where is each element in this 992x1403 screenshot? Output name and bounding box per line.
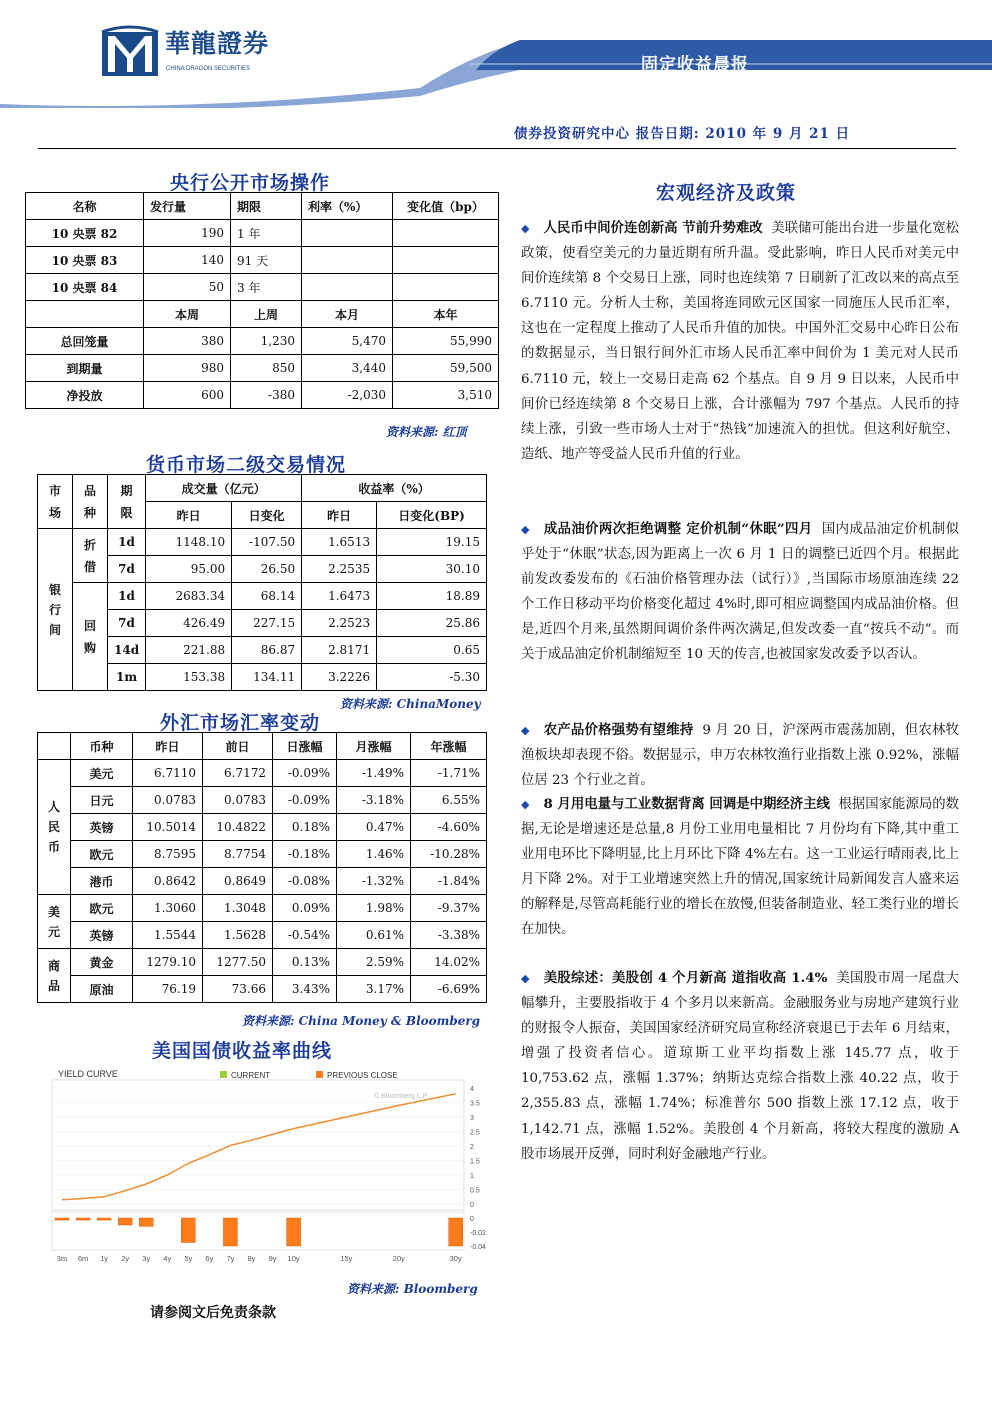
fx-title: 外汇市场汇率变动: [160, 712, 321, 734]
change-bar: [118, 1218, 132, 1225]
x-tick-label: 6y: [205, 1254, 214, 1263]
change-bar: [139, 1218, 153, 1226]
money-table: 市场 品种 期限 成交量（亿元） 收益率（%） 昨日 日变化 昨日 日变化(BP) 银行间 折借 1d 1148.10 -107.50 1.6513 19.15 7d 95.00 26.50 2.2535 30.10 回购 1d 2683.34 68.14 1.6473 18.89 7d 426.49 227.15 2.2523 25.86 14d 221.88 86.87 2.8171 0.65 1m 153.38 134.11 3.2226 -5.30: [37, 474, 487, 691]
report-header: 债券投资研究中心 报告日期: 2010 年 9 月 21 日: [514, 126, 851, 142]
macro-item-1: [521, 216, 959, 467]
item-body: 国内成品油定价机制似乎处于“休眠”状态,因为距离上一次 6 月 1 日的调整已近四个月。根据此前发改委发布的《石油价格管理办法（试行）》,当国际市场原油连续 22 个工作日移动平均价格变化超过 4%时,即可相应调整国内成品油价格。但是,近四个月来,虽然期间调价条件两次满足,但发改委一直“按兵不动”。而关于成品油定价机制缩短至 10 天的传言,也被国家发改委予以否认。: [521, 522, 959, 663]
omo-header: 名称: [26, 193, 144, 220]
x-tick-label: 1y: [100, 1254, 109, 1263]
table-row: 回购 1d 2683.34 68.14 1.6473 18.89: [38, 583, 487, 610]
table-row: 到期量 980 850 3,440 59,500: [26, 355, 499, 382]
macro-item-2: [521, 517, 959, 668]
chart-watermark: © Bloomberg L.P.: [374, 1093, 429, 1100]
omo-header: 期限: [231, 193, 302, 220]
y-tick-label: 0.5: [470, 1187, 480, 1195]
table-row: 英镑 1.5544 1.5628 -0.54% 0.61% -3.38%: [38, 922, 487, 949]
table-row: 净投放 600 -380 -2,030 3,510: [26, 382, 499, 409]
y-tick-label: 3.5: [470, 1100, 480, 1108]
omo-title: 央行公开市场操作: [170, 172, 331, 194]
x-tick-label: 7y: [226, 1254, 235, 1263]
chart-inner-title: YIELD CURVE: [58, 1069, 118, 1079]
x-tick-label: 9y: [268, 1254, 277, 1263]
macro-item-4: [521, 792, 959, 943]
item-body: 美国股市周一尾盘大幅攀升，主要股指收于 4 个多月以来新高。金融服务业与房地产建筑行业的财报令人振奋，美国国家经济研究局宣称经济衰退已于去年 6 月结束，增强了投资者信心。道琼斯工业平均指数上涨 145.77 点，收于 10,753.62 点，涨幅 1.37%；纳斯达克综合指数上涨 40.22 点，收于 2,355.83 点，涨幅 1.74%；标准普尔 500 指数上涨 17.12 点，收于 1,142.71 点，涨幅 1.52%。美股创 4 个月新高，将较大程度的激励 A 股市场展开反弹，同时利好金融地产行业。: [521, 971, 960, 1162]
omo-header: 变化值（bp）: [393, 193, 499, 220]
table-row: 原油 76.19 73.66 3.43% 3.17% -6.69%: [38, 976, 487, 1003]
omo-header: 发行量: [144, 193, 231, 220]
y-tick-label: 4: [470, 1086, 474, 1093]
item-body: 根据国家能源局的数据,无论是增速还是总量,8 月份工业用电量相比 7 月份均有下降,其中重工业用电环比下降明显,比上月环比下降 4%左右。这一工业运行晴雨表,比上月下降 2%。对于工业增速突然上升的情况,国家统计局新闻发言人盛来运的解释是,尽管高耗能行业的增长在放慢,但装备制造业、轻工类行业的增长在加快。: [521, 797, 960, 938]
x-tick-label: 6m: [77, 1254, 89, 1263]
x-tick-label: 5y: [184, 1254, 193, 1263]
macro-title: 宏观经济及政策: [656, 182, 797, 204]
table-row: 日元 0.0783 0.0783 -0.09% -3.18% 6.55%: [38, 787, 487, 814]
table-row: 10 央票 82 190 1 年: [26, 220, 499, 247]
y2-tick-label: -0.02: [470, 1230, 486, 1237]
table-row: 1m 153.38 134.11 3.2226 -5.30: [38, 664, 487, 691]
chart-title: 美国国债收益率曲线: [152, 1040, 333, 1062]
table-row: 7d 426.49 227.15 2.2523 25.86: [38, 610, 487, 637]
item-body: 美联储可能出台进一步量化宽松政策，使看空美元的力量近期有所升温。受此影响，昨日人民币对美元中间价连续第 8 个交易日上涨，同时也连续第 7 日刷新了汇改以来的高点至 6.7110 元。分析人士称，美国将连同欧元区国家一同施压人民币汇率，这也在一定程度上推动了人民币升值的加快。中国外汇交易中心昨日公布的数据显示，当日银行间外汇市场人民币汇率中间价为 1 美元对人民币 6.7110 元，较上一交易日走高 62 个基点。自 9 月 9 日以来，人民币中间价已经连续第 8 个交易日上涨，合计涨幅为 797 个基点。人民币的持续上涨，引致一些市场人士对于“热钱”加速流入的担忧。但这利好航空、造纸、地产等受益人民币升值的行业。: [521, 221, 959, 462]
x-tick-label: 30y: [449, 1254, 462, 1263]
legend-current-swatch: [220, 1071, 227, 1078]
fx-table: 币种 昨日 前日 日涨幅 月涨幅 年涨幅 人民币 美元 6.7110 6.7172 -0.09% -1.49% -1.71% 日元 0.0783 0.0783 -0.09% -3.18% 6.55% 英镑 10.5014 10.4822 0.18% 0.47% -4.60% 欧元 8.7595 8.7754 -0.18% 1.46% -10.28% 港币 0.8642 0.8649 -0.08% -1.32% -1.84% 美元 欧元 1.3060 1.3048 0.09% 1.98% -9.37% 英镑 1.5544 1.5628 -0.54% 0.61% -3.38% 商品 黄金 1279.10 1277.50 0.13% 2.59% 14.02% 原油 76.19 73.66 3.43% 3.17% -6.69%: [37, 732, 487, 1003]
y-tick-label: 2: [470, 1144, 474, 1151]
y-tick-label: 0: [470, 1202, 474, 1209]
x-tick-label: 8y: [247, 1254, 256, 1263]
item-heading: 人民币中间价连创新高 节前升势难改: [543, 220, 763, 236]
disclaimer: 请参阅文后免责条款: [150, 1305, 276, 1321]
item-heading: 农产品价格强势有望维持: [543, 722, 694, 738]
x-tick-label: 3m: [56, 1254, 68, 1263]
x-tick-label: 2y: [121, 1254, 130, 1263]
legend-current: CURRENT: [231, 1071, 271, 1080]
table-row: 欧元 8.7595 8.7754 -0.18% 1.46% -10.28%: [38, 841, 487, 868]
omo-source: 资料来源: 红顶: [386, 425, 467, 439]
bullet-icon: ◆: [521, 798, 530, 811]
x-tick-label: 15y: [340, 1254, 353, 1263]
legend-previous-swatch: [316, 1071, 323, 1078]
table-row: 英镑 10.5014 10.4822 0.18% 0.47% -4.60%: [38, 814, 487, 841]
change-bar: [181, 1218, 195, 1243]
chart-source: 资料来源: Bloomberg: [347, 1282, 478, 1296]
money-title: 货币市场二级交易情况: [146, 454, 347, 476]
y-tick-label: 1: [470, 1173, 474, 1180]
x-tick-label: 20y: [392, 1254, 405, 1263]
change-bar: [449, 1218, 463, 1246]
macro-item-3: [521, 718, 959, 793]
banner-shape: [0, 36, 992, 108]
table-row: 14d 221.88 86.87 2.8171 0.65: [38, 637, 487, 664]
bullet-icon: ◆: [521, 972, 530, 985]
table-row: 本周 上周 本月 本年: [26, 301, 499, 328]
bullet-icon: ◆: [521, 222, 530, 235]
y-tick-label: 1.5: [470, 1158, 480, 1166]
table-row: 10 央票 83 140 91 天: [26, 247, 499, 274]
table-row: 总回笼量 380 1,230 5,470 55,990: [26, 328, 499, 355]
yield-curve-chart: [44, 1066, 496, 1266]
change-bar: [55, 1218, 69, 1220]
header-divider: [38, 148, 956, 149]
x-tick-label: 4y: [163, 1254, 172, 1263]
banner-title: 固定收益晨报: [641, 55, 749, 75]
money-source: 资料来源: ChinaMoney: [340, 697, 481, 711]
table-row: 10 央票 84 50 3 年: [26, 274, 499, 301]
omo-table: [25, 192, 499, 409]
table-row: 商品 黄金 1279.10 1277.50 0.13% 2.59% 14.02%: [38, 949, 487, 976]
table-row: 7d 95.00 26.50 2.2535 30.10: [38, 556, 487, 583]
legend-previous: PREVIOUS CLOSE: [327, 1071, 398, 1080]
change-bar: [287, 1218, 301, 1246]
x-tick-label: 3y: [142, 1254, 151, 1263]
y-tick-label: 3: [470, 1115, 474, 1122]
change-bar: [223, 1218, 237, 1246]
table-row: 美元 欧元 1.3060 1.3048 0.09% 1.98% -9.37%: [38, 895, 487, 922]
fx-source: 资料来源: China Money & Bloomberg: [242, 1014, 481, 1028]
logo-subtitle: CHINA DRAGON SECURITIES: [166, 66, 251, 72]
table-row: 港币 0.8642 0.8649 -0.08% -1.32% -1.84%: [38, 868, 487, 895]
omo-header: 利率（%）: [302, 193, 393, 220]
table-row: 银行间 折借 1d 1148.10 -107.50 1.6513 19.15: [38, 529, 487, 556]
bullet-icon: ◆: [521, 523, 530, 536]
table-row: 人民币 美元 6.7110 6.7172 -0.09% -1.49% -1.71%: [38, 760, 487, 787]
item-heading: 成品油价两次拒绝调整 定价机制“休眠”四月: [543, 521, 813, 537]
y2-tick-label: 0: [470, 1216, 474, 1223]
bullet-icon: ◆: [521, 724, 530, 737]
macro-item-5: [521, 966, 959, 1167]
change-bar: [97, 1218, 111, 1220]
y2-tick-label: -0.04: [470, 1244, 486, 1251]
change-bar: [76, 1218, 90, 1220]
logo-text: 華龍證券: [165, 29, 270, 58]
item-heading: 8 月用电量与工业数据背离 回调是中期经济主线: [543, 796, 830, 812]
x-tick-label: 10y: [287, 1254, 300, 1263]
item-heading: 美股综述：美股创 4 个月新高 道指收高 1.4%: [543, 970, 828, 986]
y-tick-label: 2.5: [470, 1129, 480, 1137]
item-body: 9 月 20 日，沪深两市震荡加剧，但农林牧渔板块却表现不俗。数据显示，申万农林牧渔行业指数上涨 0.92%，涨幅位居 23 个行业之首。: [521, 723, 960, 789]
